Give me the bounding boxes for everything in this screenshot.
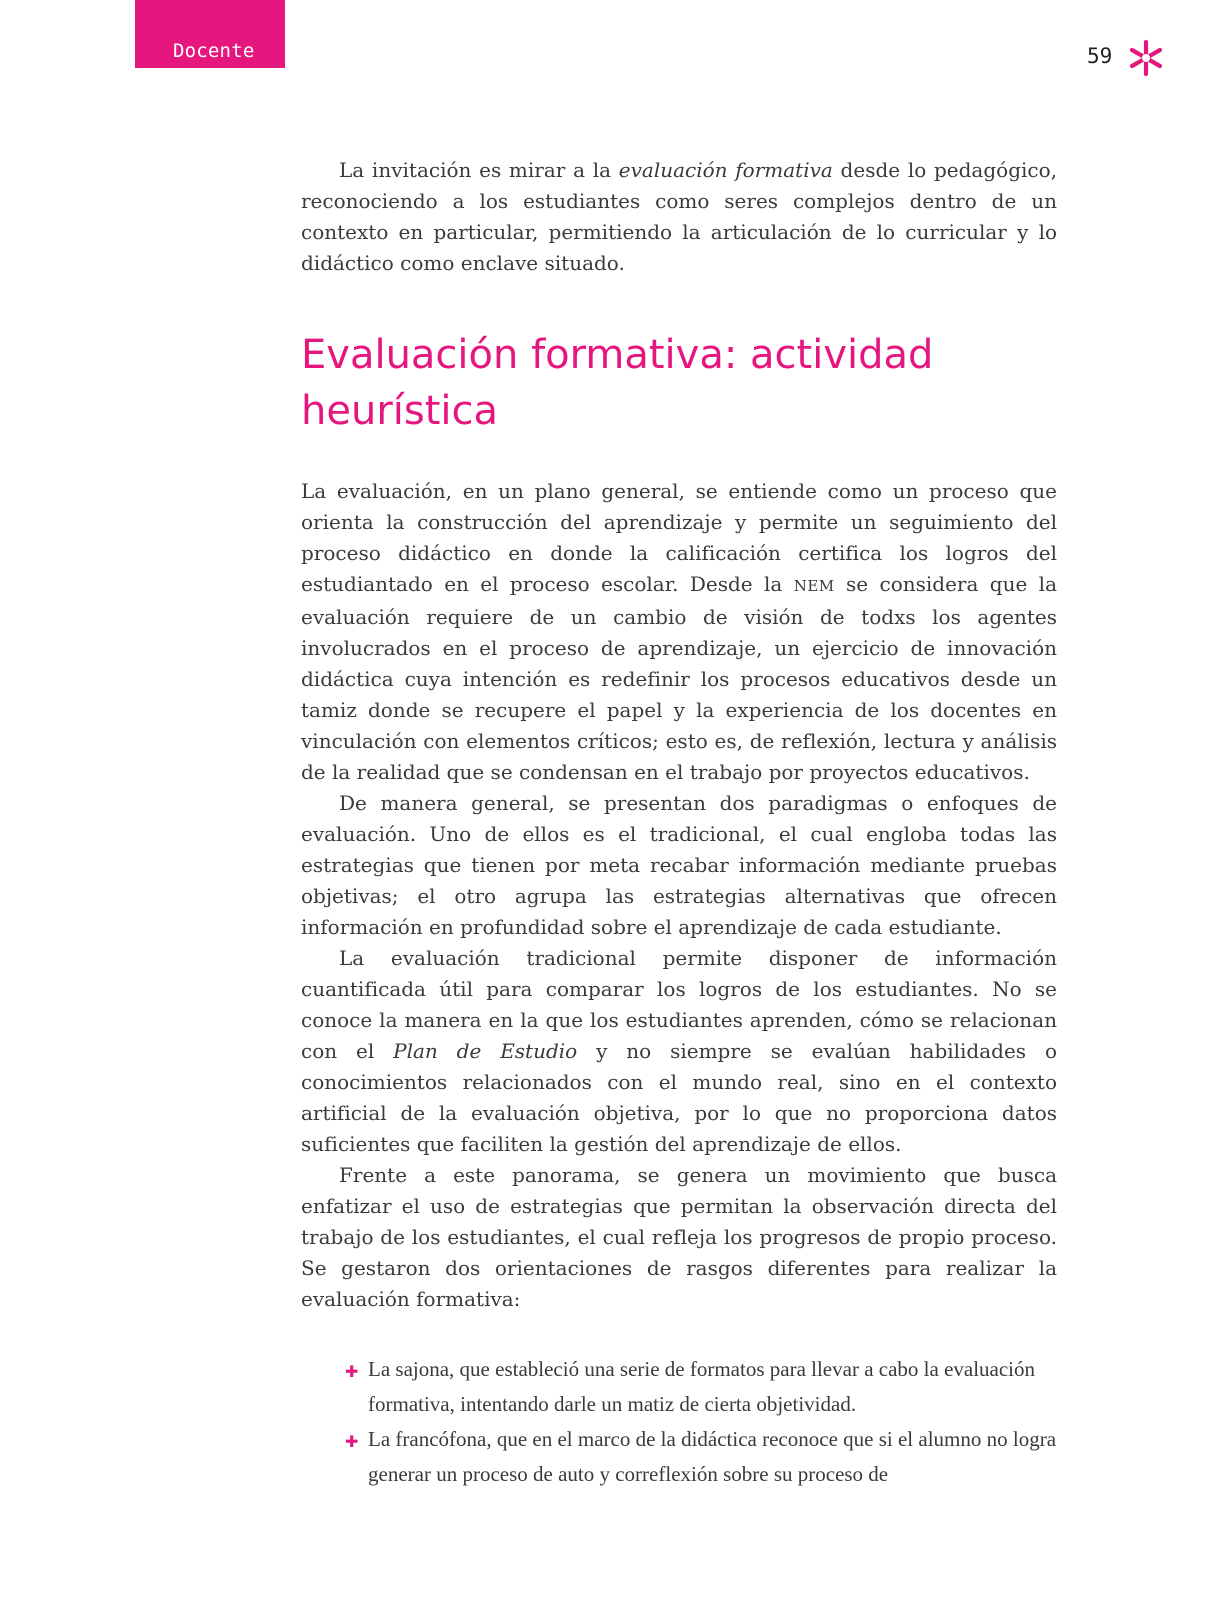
- list-item: ✚ La sajona, que estableció una serie de formatos para llevar a cabo la evaluación formativa, intentando darle un matiz de cierta objetividad.: [301, 1352, 1057, 1422]
- body-paragraph-4: Frente a este panorama, se genera un movimiento que busca enfatizar el uso de estrategias que permitan la observación directa del trabajo de los estudiantes, el cual refleja los progresos de propio proceso. Se gestaron dos orientaciones de rasgos diferentes para realizar la evaluación formativa:: [301, 1163, 1057, 1311]
- section-tab-label: Docente: [173, 40, 255, 62]
- body-paragraph-3: La evaluación tradicional permite disponer de información cuantificada útil para comparar los logros de los estudiantes. No se conoce la manera en la que los estudiantes aprenden, cómo se relacionan con el Plan de Estudio y no siempre se evalúan habilidades o conocimientos relacionados con el mundo real, sino en el contexto artificial de la evaluación objetiva, por lo que no proporciona datos suficientes que faciliten la gestión del aprendizaje de ellos.: [301, 946, 1057, 1156]
- cross-bullet-icon: ✚: [345, 1432, 359, 1451]
- asterisk-icon: [1126, 38, 1166, 78]
- page-number: 59: [1087, 44, 1113, 68]
- section-title: Evaluación formativa: actividad heurística: [301, 332, 934, 434]
- body-paragraph-1: La evaluación, en un plano general, se entiende como un proceso que orienta la construcción del aprendizaje y permite un seguimiento del proceso didáctico en donde la calificación certifica los logros del estudiantado en el proceso escolar. Desde la NEM se considera que la evaluación requiere de un cambio de visión de todxs los agentes involucrados en el proceso de aprendizaje, un ejercicio de innovación didáctica cuya intención es redefinir los procesos educativos desde un tamiz donde se recupere el papel y la experiencia de los docentes en vinculación con elementos críticos; esto es, de reflexión, lectura y análisis de la realidad que se condensan en el trabajo por proyectos educativos.: [301, 479, 1058, 784]
- list-item: ✚ La francófona, que en el marco de la didáctica reconoce que si el alumno no logra generar un proceso de auto y correflexión sobre su proceso de: [301, 1422, 1057, 1492]
- cross-bullet-icon: ✚: [345, 1362, 359, 1381]
- section-tab: [135, 0, 285, 68]
- abbreviation-nem: NEM: [793, 577, 835, 595]
- bullet-list: [301, 1352, 1057, 1492]
- page-content: [301, 155, 1057, 1492]
- intro-paragraph: La invitación es mirar a la evaluación formativa desde lo pedagógico, reconociendo a los estudiantes como seres complejos dentro de un contexto en particular, permitiendo la articulación de lo curricular y lo didáctico como enclave situado.: [301, 158, 1057, 275]
- body-paragraph-2: De manera general, se presentan dos paradigmas o enfoques de evaluación. Uno de ellos es el tradicional, el cual engloba todas las estrategias que tienen por meta recabar información mediante pruebas objetivas; el otro agrupa las estrategias alternativas que ofrecen información en profundidad sobre el aprendizaje de cada estudiante.: [301, 791, 1057, 939]
